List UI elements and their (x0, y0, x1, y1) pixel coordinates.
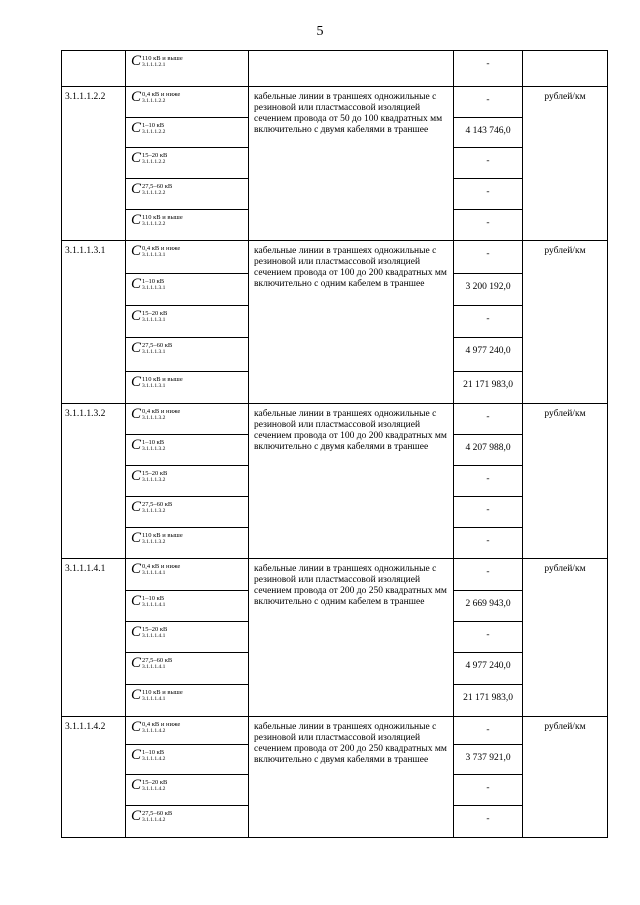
voltage-symbol (126, 274, 249, 306)
symbol-voltage-sup: 110 кВ и выше (142, 213, 183, 221)
voltage-symbol (126, 685, 249, 717)
symbol-code-sub: 3.1.1.1.4.2 (142, 727, 166, 734)
rate-value: - (454, 466, 523, 497)
symbol-voltage-sup: 27,5–60 кВ (142, 656, 173, 664)
voltage-symbol (126, 745, 249, 775)
rate-value: 3 200 192,0 (454, 274, 523, 306)
symbol-code-sub: 3.1.1.1.3.1 (142, 382, 166, 389)
symbol-voltage-sup: 27,5–60 кВ (142, 341, 173, 349)
symbol-voltage-sup: 1–10 кВ (142, 121, 165, 129)
symbol-code-sub: 3.1.1.1.4.1 (142, 663, 166, 670)
rate-value: - (454, 404, 523, 435)
voltage-symbol (126, 497, 249, 528)
voltage-symbol (126, 466, 249, 497)
symbol-voltage-sup: 27,5–60 кВ (142, 500, 173, 508)
table-row (62, 717, 608, 745)
voltage-symbol (126, 372, 249, 404)
unit-of-measure: рублей/км (523, 559, 608, 717)
table-row (62, 87, 608, 118)
symbol-voltage-sup: 15–20 кВ (142, 309, 168, 317)
symbol-letter: C (131, 593, 142, 609)
symbol-voltage-sup: 15–20 кВ (142, 625, 168, 633)
symbol-letter: C (131, 655, 142, 671)
voltage-symbol (126, 179, 249, 210)
symbol-letter: C (131, 808, 142, 824)
rate-value: 4 143 746,0 (454, 118, 523, 148)
symbol-code-sub: 3.1.1.1.3.1 (142, 251, 166, 258)
rate-value: 21 171 983,0 (454, 372, 523, 404)
symbol-letter: C (131, 276, 142, 292)
voltage-symbol (126, 591, 249, 622)
symbol-code-sub: 3.1.1.1.3.2 (142, 538, 166, 545)
voltage-symbol (126, 622, 249, 653)
table-row (62, 51, 608, 87)
symbol-code-sub: 3.1.1.1.4.2 (142, 816, 166, 823)
item-description: кабельные линии в траншеях одножильные с резиновой или пластмассовой изоляцией сечением провода от 200 до 250 квадратных мм включительно с двумя кабелями в траншее (249, 717, 454, 838)
voltage-symbol (126, 148, 249, 179)
symbol-letter: C (131, 719, 142, 735)
symbol-code-sub: 3.1.1.1.3.1 (142, 284, 166, 291)
voltage-symbol (126, 338, 249, 372)
symbol-letter: C (131, 150, 142, 166)
symbol-code-sub: 3.1.1.1.3.2 (142, 476, 166, 483)
symbol-voltage-sup: 0,4 кВ и ниже (142, 244, 181, 252)
symbol-voltage-sup: 110 кВ и выше (142, 688, 183, 696)
symbol-voltage-sup: 15–20 кВ (142, 469, 168, 477)
voltage-symbol (126, 51, 249, 87)
rate-value: - (454, 179, 523, 210)
symbol-letter: C (131, 308, 142, 324)
table-row (62, 559, 608, 591)
symbol-voltage-sup: 0,4 кВ и ниже (142, 562, 181, 570)
symbol-code-sub: 3.1.1.1.4.1 (142, 695, 166, 702)
rate-value: - (454, 775, 523, 806)
symbol-code-sub: 3.1.1.1.3.2 (142, 507, 166, 514)
unit-of-measure: рублей/км (523, 404, 608, 559)
rate-value: - (454, 148, 523, 179)
symbol-voltage-sup: 0,4 кВ и ниже (142, 720, 181, 728)
symbol-voltage-sup: 0,4 кВ и ниже (142, 90, 181, 98)
voltage-symbol (126, 559, 249, 591)
symbol-code-sub: 3.1.1.1.3.1 (142, 348, 166, 355)
symbol-letter: C (131, 120, 142, 136)
rate-value: - (454, 306, 523, 338)
rate-value: - (454, 497, 523, 528)
symbol-code-sub: 3.1.1.1.3.2 (142, 414, 166, 421)
unit-of-measure: рублей/км (523, 717, 608, 838)
symbol-voltage-sup: 110 кВ и выше (142, 54, 183, 62)
symbol-voltage-sup: 15–20 кВ (142, 151, 168, 159)
voltage-symbol (126, 435, 249, 466)
item-code: 3.1.1.1.4.1 (62, 559, 126, 717)
voltage-symbol (126, 528, 249, 559)
rate-value: 3 737 921,0 (454, 745, 523, 775)
item-description: кабельные линии в траншеях одножильные с резиновой или пластмассовой изоляцией сечением провода от 50 до 100 квадратных мм включительно с двумя кабелями в траншее (249, 87, 454, 241)
symbol-voltage-sup: 27,5–60 кВ (142, 809, 173, 817)
symbol-letter: C (131, 374, 142, 390)
symbol-letter: C (131, 530, 142, 546)
symbol-voltage-sup: 1–10 кВ (142, 748, 165, 756)
rate-value: - (454, 622, 523, 653)
voltage-symbol (126, 775, 249, 806)
rate-value: - (454, 241, 523, 274)
symbol-code-sub: 3.1.1.1.3.1 (142, 316, 166, 323)
voltage-symbol (126, 118, 249, 148)
voltage-symbol (126, 306, 249, 338)
item-description (249, 51, 454, 87)
item-code: 3.1.1.1.2.2 (62, 87, 126, 241)
symbol-code-sub: 3.1.1.1.2.2 (142, 189, 166, 196)
symbol-code-sub: 3.1.1.1.2.2 (142, 97, 166, 104)
symbol-code-sub: 3.1.1.1.4.1 (142, 569, 166, 576)
symbol-letter: C (131, 340, 142, 356)
voltage-symbol (126, 210, 249, 241)
symbol-code-sub: 3.1.1.1.2.2 (142, 128, 166, 135)
symbol-code-sub: 3.1.1.1.2.2 (142, 158, 166, 165)
symbol-letter: C (131, 687, 142, 703)
symbol-voltage-sup: 15–20 кВ (142, 778, 168, 786)
rate-value: - (454, 51, 523, 87)
item-code: 3.1.1.1.3.2 (62, 404, 126, 559)
symbol-code-sub: 3.1.1.1.2.2 (142, 220, 166, 227)
symbol-code-sub: 3.1.1.1.2.1 (142, 61, 166, 68)
voltage-symbol (126, 806, 249, 838)
symbol-letter: C (131, 406, 142, 422)
rate-value: 4 977 240,0 (454, 338, 523, 372)
rate-value: 2 669 943,0 (454, 591, 523, 622)
symbol-voltage-sup: 1–10 кВ (142, 438, 165, 446)
rate-value: - (454, 87, 523, 118)
page-number: 5 (316, 24, 324, 39)
unit-of-measure: рублей/км (523, 241, 608, 404)
symbol-letter: C (131, 89, 142, 105)
symbol-code-sub: 3.1.1.1.4.2 (142, 755, 166, 762)
symbol-code-sub: 3.1.1.1.4.1 (142, 632, 166, 639)
item-description: кабельные линии в траншеях одножильные с резиновой или пластмассовой изоляцией сечением провода от 200 до 250 квадратных мм включительно с одним кабелем в траншее (249, 559, 454, 717)
rate-value: - (454, 806, 523, 838)
symbol-letter: C (131, 747, 142, 763)
rate-value: 4 977 240,0 (454, 653, 523, 685)
symbol-voltage-sup: 110 кВ и выше (142, 531, 183, 539)
voltage-symbol (126, 404, 249, 435)
symbol-letter: C (131, 468, 142, 484)
rate-value: - (454, 210, 523, 241)
symbol-letter: C (131, 777, 142, 793)
item-code: 3.1.1.1.4.2 (62, 717, 126, 838)
item-code (62, 51, 126, 87)
voltage-symbol (126, 717, 249, 745)
symbol-letter: C (131, 53, 142, 69)
tariff-table (61, 50, 608, 838)
symbol-voltage-sup: 27,5–60 кВ (142, 182, 173, 190)
symbol-voltage-sup: 1–10 кВ (142, 277, 165, 285)
symbol-code-sub: 3.1.1.1.4.2 (142, 785, 166, 792)
symbol-voltage-sup: 1–10 кВ (142, 594, 165, 602)
table-row (62, 241, 608, 274)
item-code: 3.1.1.1.3.1 (62, 241, 126, 404)
symbol-code-sub: 3.1.1.1.4.1 (142, 601, 166, 608)
symbol-letter: C (131, 499, 142, 515)
voltage-symbol (126, 241, 249, 274)
table-row (62, 404, 608, 435)
symbol-code-sub: 3.1.1.1.3.2 (142, 445, 166, 452)
unit-of-measure (523, 51, 608, 87)
voltage-symbol (126, 87, 249, 118)
symbol-letter: C (131, 212, 142, 228)
symbol-letter: C (131, 181, 142, 197)
symbol-letter: C (131, 624, 142, 640)
rate-value: 21 171 983,0 (454, 685, 523, 717)
tariff-table-body (62, 51, 608, 838)
rate-value: 4 207 988,0 (454, 435, 523, 466)
symbol-letter: C (131, 561, 142, 577)
rate-value: - (454, 528, 523, 559)
symbol-voltage-sup: 0,4 кВ и ниже (142, 407, 181, 415)
item-description: кабельные линии в траншеях одножильные с резиновой или пластмассовой изоляцией сечением провода от 100 до 200 квадратных мм включительно с двумя кабелями в траншее (249, 404, 454, 559)
voltage-symbol (126, 653, 249, 685)
rate-value: - (454, 717, 523, 745)
symbol-letter: C (131, 243, 142, 259)
symbol-letter: C (131, 437, 142, 453)
item-description: кабельные линии в траншеях одножильные с резиновой или пластмассовой изоляцией сечением провода от 100 до 200 квадратных мм включительно с одним кабелем в траншее (249, 241, 454, 404)
rate-value: - (454, 559, 523, 591)
unit-of-measure: рублей/км (523, 87, 608, 241)
symbol-voltage-sup: 110 кВ и выше (142, 375, 183, 383)
